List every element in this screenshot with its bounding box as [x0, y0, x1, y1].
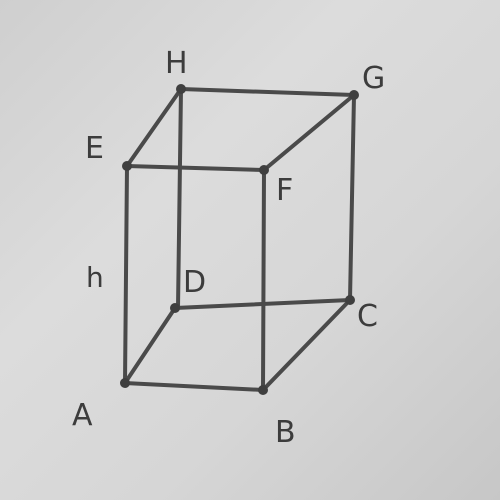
vertex-e — [122, 161, 132, 171]
edge-ab — [125, 383, 263, 390]
label-e: E — [85, 131, 104, 166]
label-d: D — [183, 265, 207, 300]
vertex-c — [345, 295, 355, 305]
vertex-f — [259, 165, 269, 175]
vertex-b — [258, 385, 268, 395]
edge-he — [127, 89, 181, 166]
label-f: F — [276, 173, 294, 208]
edge-gh — [181, 89, 354, 95]
label-h: H — [165, 46, 188, 81]
edge-ae — [125, 166, 127, 383]
vertex-a — [120, 378, 130, 388]
edge-fg — [264, 95, 354, 170]
edge-dh — [178, 89, 181, 308]
label-a: A — [72, 398, 93, 433]
height-label: h — [86, 261, 104, 294]
label-b: B — [275, 415, 296, 450]
edge-ef — [127, 166, 264, 170]
vertex-h — [176, 84, 186, 94]
label-c: C — [357, 299, 378, 334]
edge-da — [125, 308, 175, 383]
vertex-d — [170, 303, 180, 313]
edge-cg — [350, 95, 354, 300]
edge-bc — [263, 300, 350, 390]
vertex-g — [349, 90, 359, 100]
edge-bf — [263, 170, 264, 390]
label-g: G — [362, 61, 386, 96]
